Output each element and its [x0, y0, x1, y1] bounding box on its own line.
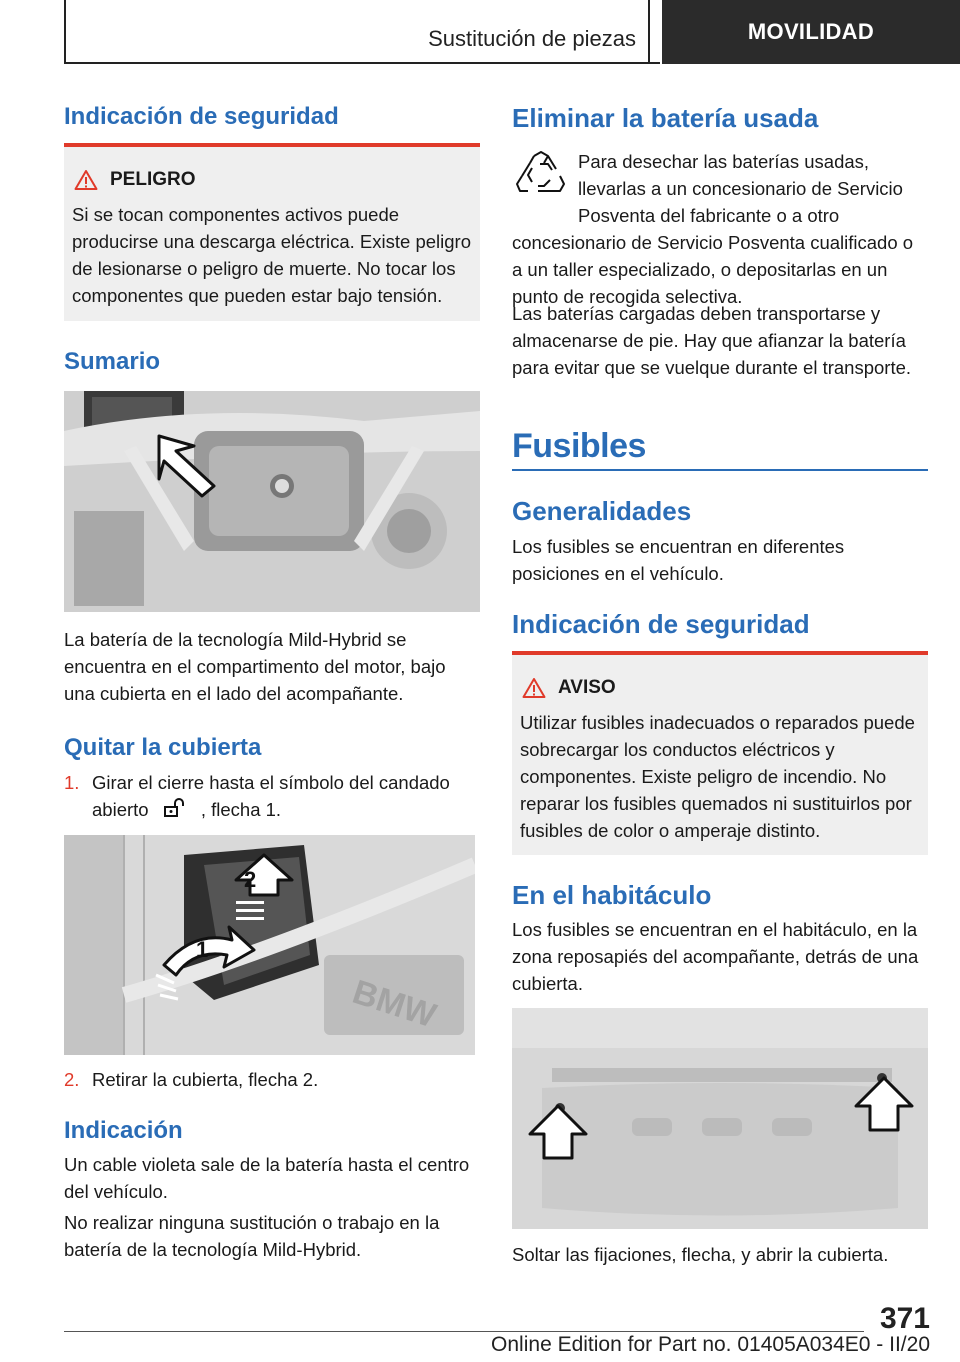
remove-cover-heading: Quitar la cubierta	[64, 734, 262, 761]
header-chapter-tab: MOVILIDAD	[662, 0, 960, 64]
notice-text: Utilizar fusibles inadecuados o reparados puede sobrecargar los conductos eléctricos y componentes. Existe peligro de incendio. No reparar los fusibles quemados ni sustituirlos por fusibles de color o amperaje distinto.	[520, 712, 915, 841]
step-2	[64, 1066, 480, 1093]
header-section-title: Sustitución de piezas	[428, 26, 636, 51]
header-right-bar	[648, 0, 650, 64]
footer-rule	[64, 1331, 864, 1332]
dispose-heading: Eliminar la batería usada	[512, 103, 819, 133]
note-heading: Indicación	[64, 1117, 183, 1144]
engine-bay-illustration	[64, 391, 480, 612]
fuses-heading: Fusibles	[512, 427, 646, 465]
footwell-illustration	[512, 1008, 928, 1229]
dispose-paragraph-1-body: Para desechar las baterías usadas, llevarlas a un concesionario de Servicio Posventa del fabricante o a otro concesionario de Servicio Posventa cualificado o a un taller especializado, o depositarlas en un punto de recogida selectiva.	[512, 151, 914, 307]
step-2-number: 2.	[64, 1069, 80, 1090]
notice-header	[522, 677, 616, 699]
open-padlock-icon	[162, 798, 188, 818]
dispose-paragraph-1-text	[512, 148, 928, 310]
fuses-rule	[512, 469, 928, 471]
notice-box	[512, 655, 928, 855]
engine-bay-photo	[64, 391, 480, 612]
general-heading: Generalidades	[512, 496, 692, 526]
summary-heading: Sumario	[64, 348, 161, 375]
cabin-text: Los fusibles se encuentran en el habitáculo, en la zona reposapiés del acompañante, detrás de una cubierta.	[512, 919, 919, 994]
danger-title: PELIGRO	[110, 169, 196, 190]
danger-header	[74, 169, 196, 191]
step-1	[64, 769, 480, 823]
engine-brand-text: BMW	[348, 972, 441, 1036]
safety-heading-left: Indicación de seguridad	[64, 103, 339, 130]
safety-heading-right: Indicación de seguridad	[512, 609, 810, 639]
battery-cover-photo	[64, 835, 475, 1055]
note-paragraph-1: Un cable violeta sale de la batería hasta el centro del vehículo.	[64, 1154, 470, 1202]
step-1-text-b: , flecha 1.	[200, 799, 282, 820]
header-line	[64, 62, 660, 64]
footwell-cover-photo	[512, 1008, 928, 1229]
footer-edition: Online Edition for Part no. 01405A034E0 - II/20	[491, 1333, 930, 1356]
summary-caption: La batería de la tecnología Mild-Hybrid se encuentra en el compartimento del motor, bajo una cubierta en el lado del acompañante.	[64, 629, 446, 704]
arrow-1-label: 1	[196, 937, 209, 962]
note-paragraph-2: No realizar ninguna sustitución o trabajo en la batería de la tecnología Mild-Hybrid.	[64, 1212, 440, 1260]
recycling-icon-spacer	[512, 148, 578, 226]
step-2-text: Retirar la cubierta, flecha 2.	[92, 1069, 319, 1090]
arrow-2-label: 2	[244, 867, 257, 892]
warning-triangle-icon	[522, 677, 546, 699]
cabin-heading: En el habitáculo	[512, 880, 712, 910]
notice-title: AVISO	[558, 677, 616, 698]
page-number: 371	[879, 1302, 930, 1335]
cabin-caption: Soltar las fijaciones, flecha, y abrir la cubierta.	[512, 1244, 889, 1265]
dispose-paragraph-2: Las baterías cargadas deben transportarse y almacenarse de pie. Hay que afianzar la batería para evitar que se vuelque durante el transporte.	[512, 303, 912, 378]
step-1-text-a: Girar el cierre hasta el símbolo del candado abierto	[92, 772, 450, 820]
warning-triangle-icon	[74, 169, 98, 191]
general-text: Los fusibles se encuentran en diferentes posiciones en el vehículo.	[512, 536, 845, 584]
danger-text: Si se tocan componentes activos puede producirse una descarga eléctrica. Existe peligro de lesionarse o peligro de muerte. No tocar los componentes que pueden estar bajo tensión.	[72, 204, 471, 306]
danger-box	[64, 147, 480, 321]
battery-cover-illustration	[64, 835, 475, 1055]
step-1-number: 1.	[64, 772, 80, 793]
